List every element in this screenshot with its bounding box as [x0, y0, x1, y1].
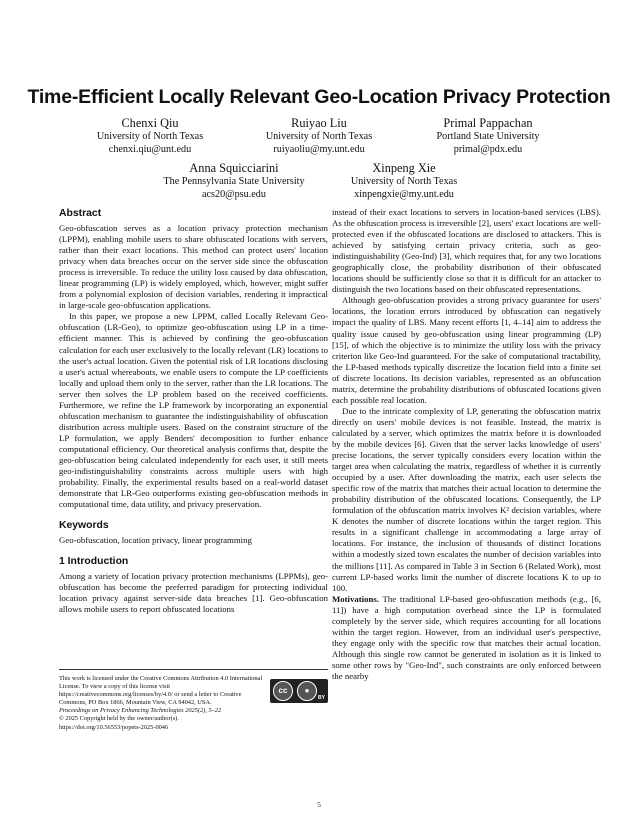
- author-affiliation: University of North Texas: [350, 176, 458, 187]
- proceedings-line: Proceedings on Privacy Enhancing Technologies 2025(2), 5–22: [59, 707, 222, 715]
- body-paragraph: The traditional LP-based geo-obfuscation methods (e.g., [6, 11]) have a high computation overhead since the LP is formulated completely by the server side, which requires accounting for all locations within the target region. However, from an individual user's perspective, they engage only with the specific row that matches their actual location. Although this single row cannot be generated in isolation as it is linked to some other rows by "Geo-Ind", such constraints are only enforced between the nearby: [332, 593, 601, 681]
- abstract-paragraph: Geo-obfuscation serves as a location privacy protection mechanism (LPPM), enabling mobile users to share obfuscated locations with servers, rather than their exact locations. This method can protect users' location privacy when data breaches occur on the server side since the obfuscation process is irreversible. To reduce the utility loss caused by data obfuscation, linear programming (LP) is widely employed, which, however, might suffer from a polynomial explosion of decision variables, rendering it impractical in large-scale geo-obfuscation applications.: [59, 223, 328, 311]
- abstract-paragraph: In this paper, we propose a new LPPM, called Locally Relevant Geo-obfuscation (LR-Geo), to optimize geo-obfuscation using LP in a time-efficient manner. This is achieved by confining the geo-obfuscation calculation for each user exclusively to the locally relevant (LR) locations to the user's actual location. Given the potential risk of LR locations disclosing a user's actual whereabouts, we enable users to compute the LP coefficients locally and upload them only to the server, rather than the LR locations. The server then solves the LP problem based on the received coefficients. Furthermore, we refine the LP framework by incorporating an exponential obfuscation mechanism to guarantee the indistinguishability of obfuscation distribution across multiple users. Based on the constraint structure of the LP formulation, we apply Benders' decomposition to further enhance computational efficiency. Our theoretical analysis confirms that, despite the geo-obfuscation being calculated independently for each user, it still meets geo-indistinguishability constraints across multiple users with high probability. Finally, the experimental results based on a real-world dataset demonstrate that LR-Geo outperforms existing geo-obfuscation methods in computational time, data utility, and privacy preservation.: [59, 311, 328, 510]
- cc-icon: cc: [273, 681, 293, 701]
- motivations-lead: Motivations.: [332, 593, 379, 604]
- author-name: Chenxi Qiu: [121, 116, 179, 130]
- author-email: primal@pdx.edu: [453, 143, 523, 155]
- author-affiliation: University of North Texas: [265, 131, 373, 142]
- page-number: 5: [317, 800, 321, 809]
- author-name: Primal Pappachan: [443, 116, 533, 130]
- author-affiliation: Portland State University: [436, 131, 540, 142]
- author-name: Ruiyao Liu: [291, 116, 347, 130]
- keywords-text: Geo-obfuscation, location privacy, linear programming: [59, 535, 252, 546]
- author-affiliation: University of North Texas: [96, 131, 204, 142]
- author-block: [388, 116, 588, 156]
- author-email: chenxi.qiu@unt.edu: [108, 143, 192, 155]
- intro-paragraph: Among a variety of location privacy protection mechanisms (LPPMs), geo-obfuscation has become the preferred paradigm for protecting individual location privacy against server-side data breaches [1]. Geo-obfuscation allows mobile users to report obfuscated locations: [59, 571, 328, 615]
- paper-title: Time-Efficient Locally Relevant Geo-Location Privacy Protection: [27, 86, 611, 108]
- body-paragraph: Due to the intricate complexity of LP, generating the obfuscation matrix directly on users' mobile devices is not feasible. Instead, the matrix is calculated by a server, which optimizes the matrix before it is downloaded by the mobile devices [6]. Given that the server lacks knowledge of users' precise locations, the server typically considers every location within the target area when calculating the matrix, regardless of whether it is currently occupied by a user. After downloading the matrix, each user selects the specific row of the matrix that matches their actual location to determine the probability distribution of the obfuscated locations. Consequently, the LP formulation of the obfuscation matrix involves K² decision variables, where K denotes the number of discrete locations within the target region. This results in a significant challenge in accommodating a large array of locations. For instance, the inclusion of thousands of distinct locations within a modestly sized town escalates the number of decision variables into the millions [11]. As compared in Table 3 in Section 6 (Related Work), most current LP-based works limit the number of discrete locations K to up to 100.: [332, 405, 601, 593]
- doi-link[interactable]: https://doi.org/10.56553/popets-2025-0046: [59, 723, 169, 731]
- copyright-line: © 2025 Copyright held by the owner/author(s).: [59, 715, 179, 723]
- attribution-person-icon: ●: [297, 681, 317, 701]
- author-name: Xinpeng Xie: [372, 161, 436, 175]
- author-email: ruiyaoliu@my.unt.edu: [273, 143, 365, 155]
- author-email: acs20@psu.edu: [202, 188, 266, 200]
- right-column: [332, 207, 601, 682]
- license-footer: [59, 669, 328, 732]
- author-name: Anna Squicciarini: [189, 161, 279, 175]
- abstract-heading: Abstract: [59, 208, 102, 219]
- keywords-heading: Keywords: [59, 520, 109, 532]
- body-paragraph: instead of their exact locations to servers in location-based services (LBS). As the obfuscation process is irreversible [2], users' exact locations are well-protected even if the obfuscated locations are disclosed to attackers. This is achieved by satisfying certain privacy criteria, such as geo-indistinguishability (Geo-Ind) [3], which requires that, for any two locations geographically close, the probability distribution of their obfuscated locations should be sufficiently close so that it is difficult for an attacker to distinguish the two locations based on their obfuscated representations.: [332, 207, 601, 295]
- introduction-heading: 1 Introduction: [59, 556, 129, 568]
- body-paragraph: Although geo-obfuscation provides a strong privacy guarantee for users' locations, the location errors introduced by obfuscation can negatively impact the quality of LBS. Many recent efforts [1, 4–14] aim to address the quality issue caused by geo-obfuscation using linear programming (LP) [15], of which the objective is to minimize the utility loss with the privacy criterion like Geo-Ind guaranteed. For the sake of computational tractability, the LP-based methods typically discretize the location field into a finite set of discrete locations. Its decision variables, represented as an obfuscation matrix, determine the probability distributions of obfuscated locations given each possible real location.: [332, 295, 601, 405]
- left-column: [59, 207, 328, 615]
- license-text: This work is licensed under the Creative Commons Attribution 4.0 International License. To view a copy of this license visit https://creativecommons.org/licenses/by/4.0/ or send a letter to Creative Commons, PO Box 1866, Mountain View, CA 94042, USA.: [59, 675, 263, 707]
- cc-by-badge[interactable]: [270, 679, 328, 703]
- by-label: BY: [318, 694, 325, 701]
- author-email: xinpengxie@my.unt.edu: [354, 188, 454, 200]
- author-block: [304, 161, 504, 201]
- author-affiliation: The Pennsylvania State University: [163, 176, 305, 187]
